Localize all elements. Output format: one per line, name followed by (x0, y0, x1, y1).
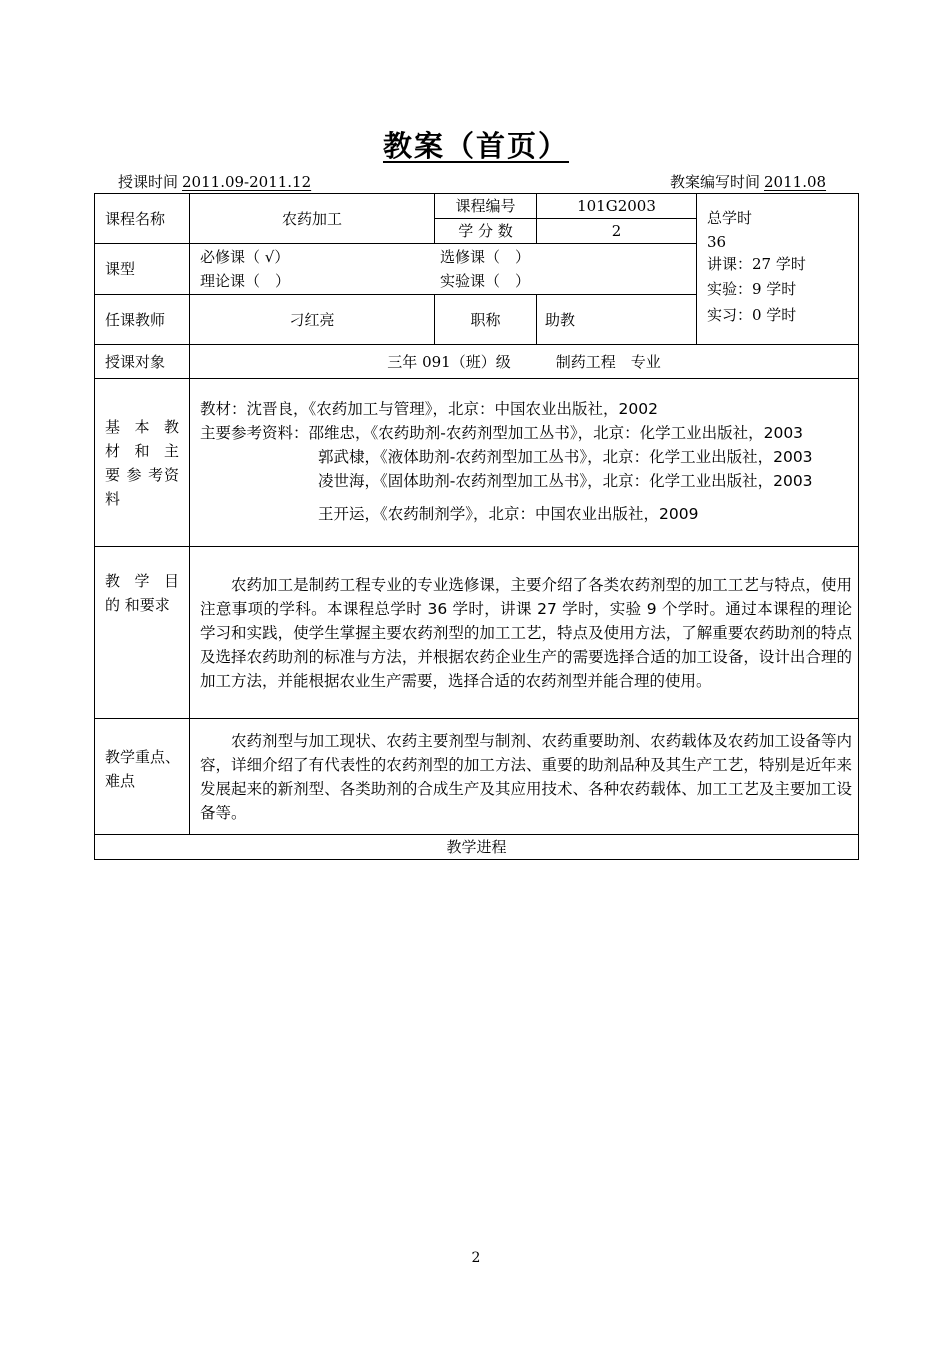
total-hours-label: 总学时 (707, 209, 753, 227)
audience-row (95, 345, 859, 379)
experiment-hours: 实验：9 学时 (707, 280, 797, 298)
elective-course-option: 选修课（ ） (440, 248, 531, 266)
theory-course-option: 理论课（ ） (200, 272, 291, 290)
key-points-content (190, 719, 859, 835)
page-title-text: 教案（首页） (382, 129, 569, 163)
course-name-row (95, 194, 859, 219)
writing-time-value: 2011.08 (764, 173, 827, 191)
reference-line-3: 凌世海，《固体助剂-农药剂型加工丛书》，北京：化学工业出版社，2003 (318, 471, 813, 490)
objectives-content (190, 547, 859, 719)
materials-label: 基 本 教 材 和 主 要 参 考资料 (95, 379, 190, 547)
writing-time-label: 教案编写时间 (670, 173, 761, 191)
page-number: 2 (471, 1250, 481, 1266)
progress-label: 教学进程 (95, 835, 859, 860)
lesson-plan-table (94, 193, 859, 860)
course-code-label: 课程编号 (435, 194, 537, 219)
credit-value: 2 (537, 219, 697, 244)
reference-line-1: 主要参考资料：邵维忠，《农药助剂-农药剂型加工丛书》，北京：化学工业出版社，2003 (200, 423, 804, 442)
key-points-text: 农药剂型与加工现状、农药主要剂型与制剂、农药重要助剂、农药载体及农药加工设备等内容，详细介绍了有代表性的农药剂型的加工方法、重要的助剂品种及其生产工艺，特别是近年来发展起来的新剂型、各类助剂的合成生产及其应用技术、各种农药载体、加工工艺及主要加工设备等。 (200, 731, 852, 822)
progress-row (95, 835, 859, 860)
teacher-value: 刁红亮 (190, 295, 435, 345)
audience-label: 授课对象 (95, 345, 190, 379)
teaching-time (118, 171, 317, 192)
course-name-value: 农药加工 (190, 194, 435, 244)
teaching-time-value: 2011.09-2011.12 (182, 173, 312, 191)
key-points-row (95, 719, 859, 835)
audience-value: 三年 091（班）级 制药工程 专业 (190, 345, 859, 379)
course-type-label: 课型 (95, 244, 190, 295)
lab-course-option: 实验课（ ） (440, 272, 531, 290)
objectives-row (95, 547, 859, 719)
practice-hours: 实习：0 学时 (707, 305, 797, 324)
total-hours-value: 36 (707, 232, 727, 251)
objectives-label: 教 学 目 的 和要求 (95, 547, 190, 719)
objectives-text: 农药加工是制药工程专业的专业选修课，主要介绍了各类农药剂型的加工工艺与特点，使用注意事项的学科。本课程总学时 36 学时，讲课 27 学时，实验 9 个学时。通过本课程的理论学习和实践，使学生掌握主要农药剂型的加工工艺，特点及使用方法，了解重要农药助剂的特点及选择农药助剂的标准与方法，并根据农药企业生产的需要选择合适的加工设备，设计出合理的加工方法，并能根据农业生产需要，选择合适的农药剂型并能合理的使用。 (200, 575, 852, 690)
materials-row (95, 379, 859, 547)
rank-value: 助教 (537, 295, 697, 345)
reference-line-4: 王开运，《农药制剂学》，北京：中国农业出版社，2009 (318, 504, 699, 523)
key-points-label: 教学重点、难点 (95, 719, 190, 835)
rank-label: 职称 (435, 295, 537, 345)
course-name-label: 课程名称 (95, 194, 190, 244)
materials-content (190, 379, 859, 547)
writing-time (670, 171, 832, 192)
page-title (0, 124, 952, 165)
course-code-value: 101G2003 (537, 194, 697, 219)
required-course-option: 必修课（ √） (200, 248, 290, 266)
teacher-label: 任课教师 (95, 295, 190, 345)
credit-label: 学 分 数 (435, 219, 537, 244)
textbook-line: 教材：沈晋良，《农药加工与管理》，北京：中国农业出版社，2002 (200, 399, 658, 418)
reference-line-2: 郭武棣，《液体助剂-农药剂型加工丛书》，北京：化学工业出版社，2003 (318, 447, 813, 466)
hours-cell (697, 194, 859, 345)
lecture-hours: 讲课：27 学时 (707, 254, 806, 273)
teaching-time-label: 授课时间 (118, 173, 179, 191)
course-type-options (190, 244, 697, 295)
